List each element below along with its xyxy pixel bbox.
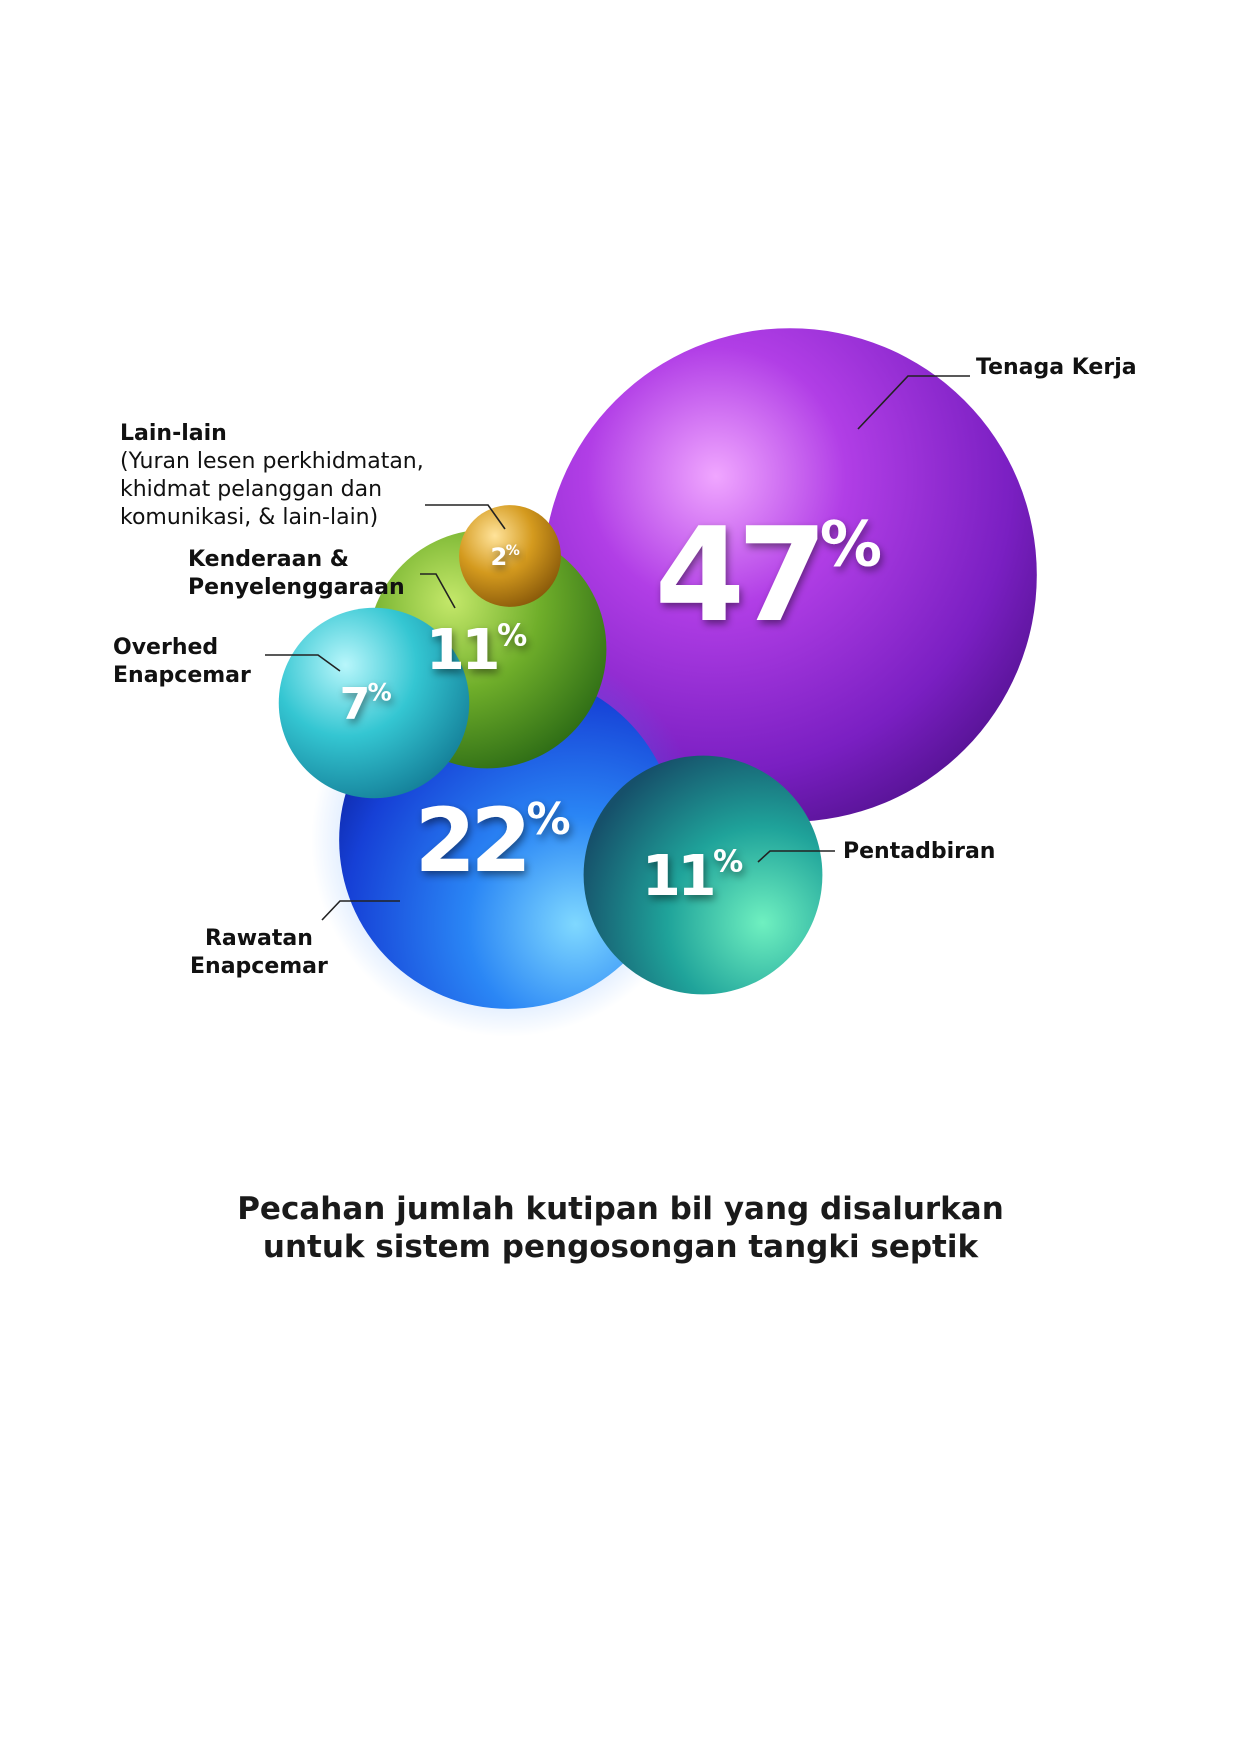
value-label-rawatan-enapcemar: 22%: [414, 789, 571, 892]
chart-caption-line-2: untuk sistem pengosongan tangki septik: [262, 1229, 979, 1265]
label-overhed-line-1: Overhed: [113, 635, 219, 660]
label-overhed: [113, 634, 251, 690]
value-label-lain-lain: 2%: [490, 542, 520, 571]
label-lain-lain-title: Lain-lain: [120, 421, 227, 446]
label-lain-lain-sub-2: khidmat pelanggan dan: [120, 477, 383, 502]
value-label-overhed-enapcemar: 7%: [339, 678, 392, 730]
label-overhed-line-2: Enapcemar: [113, 663, 251, 688]
label-lain-lain-sub-1: (Yuran lesen perkhidmatan,: [120, 449, 424, 474]
label-kenderaan-line-1: Kenderaan &: [188, 547, 349, 572]
chart-caption-line-1: Pecahan jumlah kutipan bil yang disalurkan: [237, 1191, 1004, 1227]
label-pentadbiran-text: Pentadbiran: [843, 839, 996, 864]
label-tenaga-kerja: [976, 354, 1137, 382]
value-label-tenaga-kerja: 47%: [654, 499, 883, 651]
label-kenderaan: [188, 546, 405, 602]
label-rawatan: [190, 925, 328, 981]
chart-caption: [0, 1190, 1241, 1266]
label-rawatan-line-1: Rawatan: [204, 926, 313, 951]
label-lain-lain-sub-3: komunikasi, & lain-lain): [120, 505, 379, 530]
label-pentadbiran: [843, 838, 995, 866]
label-kenderaan-line-2: Penyelenggaraan: [188, 575, 405, 600]
label-rawatan-line-2: Enapcemar: [190, 954, 328, 979]
label-lain-lain: [120, 420, 424, 532]
label-tenaga-kerja-text: Tenaga Kerja: [976, 355, 1137, 380]
value-label-kenderaan: 11%: [425, 618, 528, 683]
value-label-pentadbiran: 11%: [641, 844, 744, 909]
